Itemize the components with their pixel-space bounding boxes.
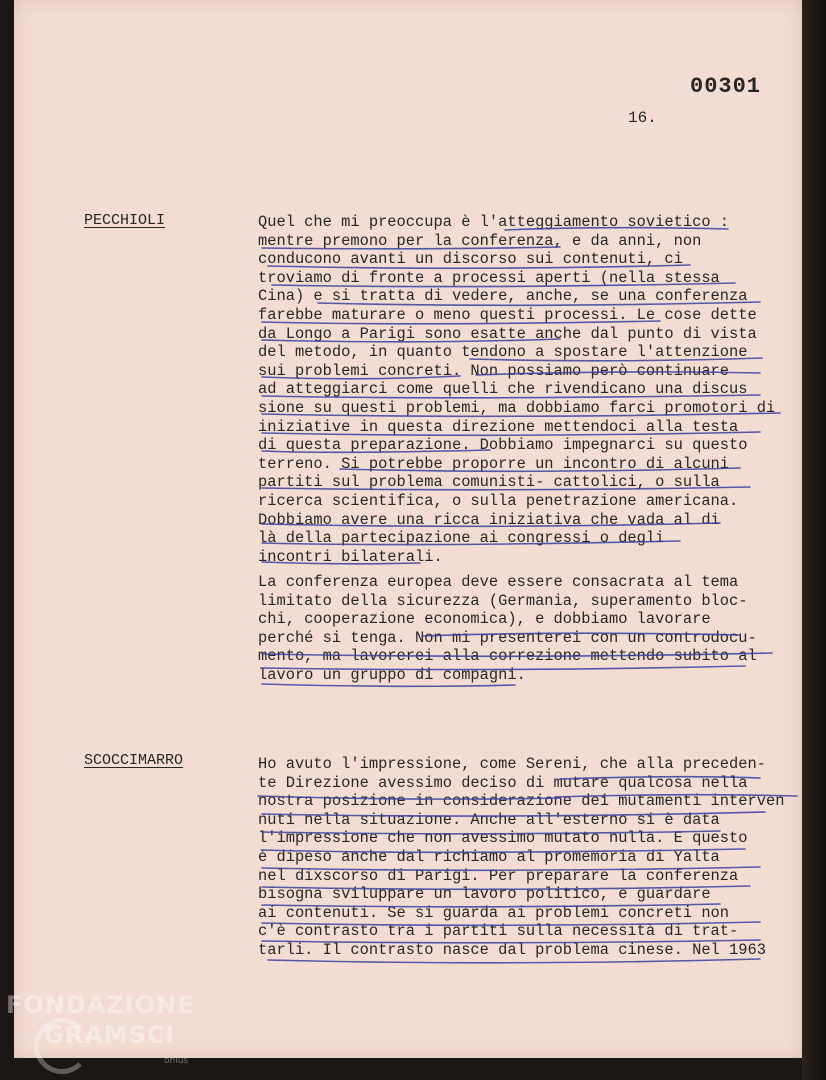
page-number: 16. <box>628 109 657 127</box>
watermark-line: GRAMSCI <box>44 1021 176 1049</box>
watermark-line: onlus <box>164 1056 189 1066</box>
speaker-name: SCOCCIMARRO <box>84 752 184 769</box>
watermark-logo-ring <box>34 1018 90 1074</box>
transcript-paragraph: La conferenza europea deve essere consacrata al tema limitato della sicurezza (Germania, superamento bloc- chi, cooperazione economica), e dobbiamo lavorare perché si tenga. Non mi presenterei con un controdocu- mento, ma lavorerei alla correzione mettendo subito al lavoro un gruppo di compagni. <box>258 573 757 684</box>
watermark-line: FONDAZIONE <box>6 991 195 1019</box>
archive-number: 00301 <box>690 74 762 99</box>
speaker-name: PECCHIOLI <box>84 212 166 229</box>
binder-edge <box>802 0 826 1080</box>
transcript-paragraph: Ho avuto l'impressione, come Sereni, che alla preceden- te Direzione avessimo deciso di mutare qualcosa nella nostra posizione in considerazione dei mutamenti interven nuti nella situazione. Anche all'esterno si è data l'impressione che non avessimo mutato nulla. E questo è dipeso anche dal richiamo al promemoria di Yalta nel dixscorso di Parigi. Per preparare la conferenza bisogna sviluppare un lavoro politico, e guardare ai contenuti. Se si guarda ai problemi concreti non c'è contrasto tra i partiti sulla necessità di trat- tarli. Il contrasto nasce dal problema cinese. Nel 1963 <box>258 755 785 959</box>
transcript-paragraph: Quel che mi preoccupa è l'atteggiamento sovietico : mentre premono per la conferenza, e da anni, non conducono avanti un discorso sui contenuti, ci troviamo di fronte a processi aperti (nella stessa Cina) e si tratta di vedere, anche, se una conferenza farebbe maturare o meno questi processi. Le cose dette da Longo a Parigi sono esatte anche dal punto di vista del metodo, in quanto tendono a spostare l'attenzione sui problemi concreti. Non possiamo però continuare ad atteggiarci come quelli che rivendicano una discus sione su questi problemi, ma dobbiamo farci promotori di iniziative in questa direzione mettendoci alla testa di questa preparazione. Dobbiamo impegnarci su questo terreno. Si potrebbe proporre un incontro di alcuni partiti sul problema comunisti- cattolici, o sulla ricerca scientifica, o sulla penetrazione americana. Dobbiamo avere una ricca iniziativa che vada al di là della partecipazione ai congressi o degli incontri bilaterali. <box>258 213 776 566</box>
